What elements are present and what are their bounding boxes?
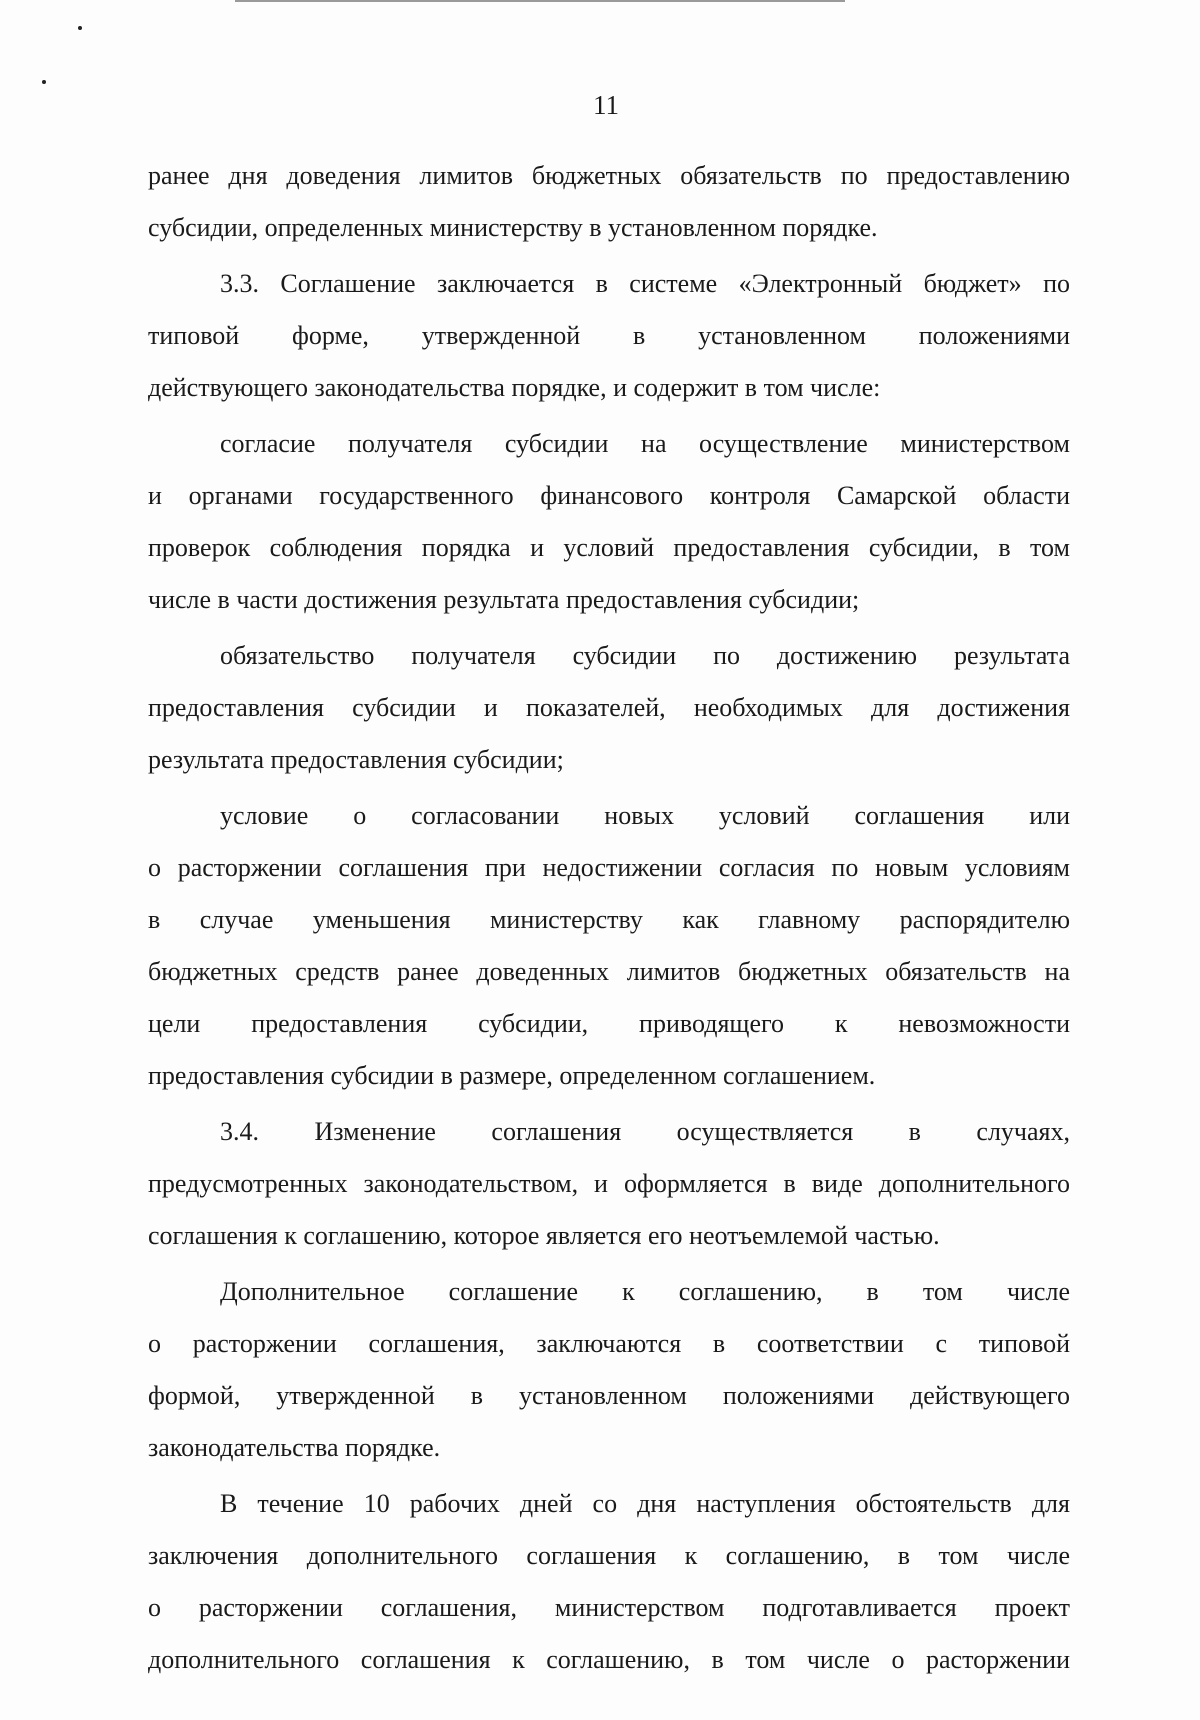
text-line: Дополнительное соглашение к соглашению, в том числе [220, 1277, 1070, 1306]
text-line: о расторжении соглашения при недостижении согласия по новым условиям [148, 853, 1070, 882]
text-line: предоставления субсидии в размере, определенном соглашением. [148, 1061, 876, 1090]
text-line: цели предоставления субсидии, приводящего к невозможности [148, 1009, 1070, 1038]
text-line: о расторжении соглашения, заключаются в соответствии с типовой [148, 1329, 1070, 1358]
text-line: соглашения к соглашению, которое является его неотъемлемой частью. [148, 1221, 940, 1250]
text-line: действующего законодательства порядке, и содержит в том числе: [148, 373, 881, 402]
text-line: числе в части достижения результата предоставления субсидии; [148, 585, 860, 614]
text-line: результата предоставления субсидии; [148, 745, 564, 774]
page-number: 11 [593, 90, 619, 120]
scan-speck [78, 26, 82, 30]
text-line: проверок соблюдения порядка и условий предоставления субсидии, в том [148, 533, 1070, 562]
body-text [148, 150, 1070, 1686]
text-line: о расторжении соглашения, министерством подготавливается проект [148, 1593, 1070, 1622]
text-line: и органами государственного финансового контроля Самарской области [148, 481, 1070, 510]
scan-speck [42, 80, 46, 84]
text-line: согласие получателя субсидии на осуществление министерством [220, 429, 1070, 458]
text-line: ранее дня доведения лимитов бюджетных обязательств по предоставлению [148, 161, 1070, 190]
text-line: В течение 10 рабочих дней со дня наступления обстоятельств для [220, 1489, 1070, 1518]
text-line: предоставления субсидии и показателей, необходимых для достижения [148, 693, 1070, 722]
text-line: бюджетных средств ранее доведенных лимитов бюджетных обязательств на [148, 957, 1070, 986]
text-line: дополнительного соглашения к соглашению, в том числе о расторжении [148, 1645, 1070, 1674]
text-line: субсидии, определенных министерству в установленном порядке. [148, 213, 878, 242]
text-line: 3.3. Соглашение заключается в системе «Электронный бюджет» по [220, 269, 1070, 298]
text-line: формой, утвержденной в установленном положениями действующего [148, 1381, 1070, 1410]
text-line: заключения дополнительного соглашения к соглашению, в том числе [148, 1541, 1070, 1570]
text-line: законодательства порядке. [148, 1433, 441, 1462]
text-line: предусмотренных законодательством, и оформляется в виде дополнительного [148, 1169, 1070, 1198]
text-line: типовой форме, утвержденной в установленном положениями [148, 321, 1070, 350]
text-line: 3.4. Изменение соглашения осуществляется в случаях, [220, 1117, 1070, 1146]
text-line: условие о согласовании новых условий соглашения или [220, 801, 1070, 830]
scan-top-edge [235, 0, 845, 2]
text-line: в случае уменьшения министерству как главному распорядителю [148, 905, 1070, 934]
text-line: обязательство получателя субсидии по достижению результата [220, 641, 1070, 670]
